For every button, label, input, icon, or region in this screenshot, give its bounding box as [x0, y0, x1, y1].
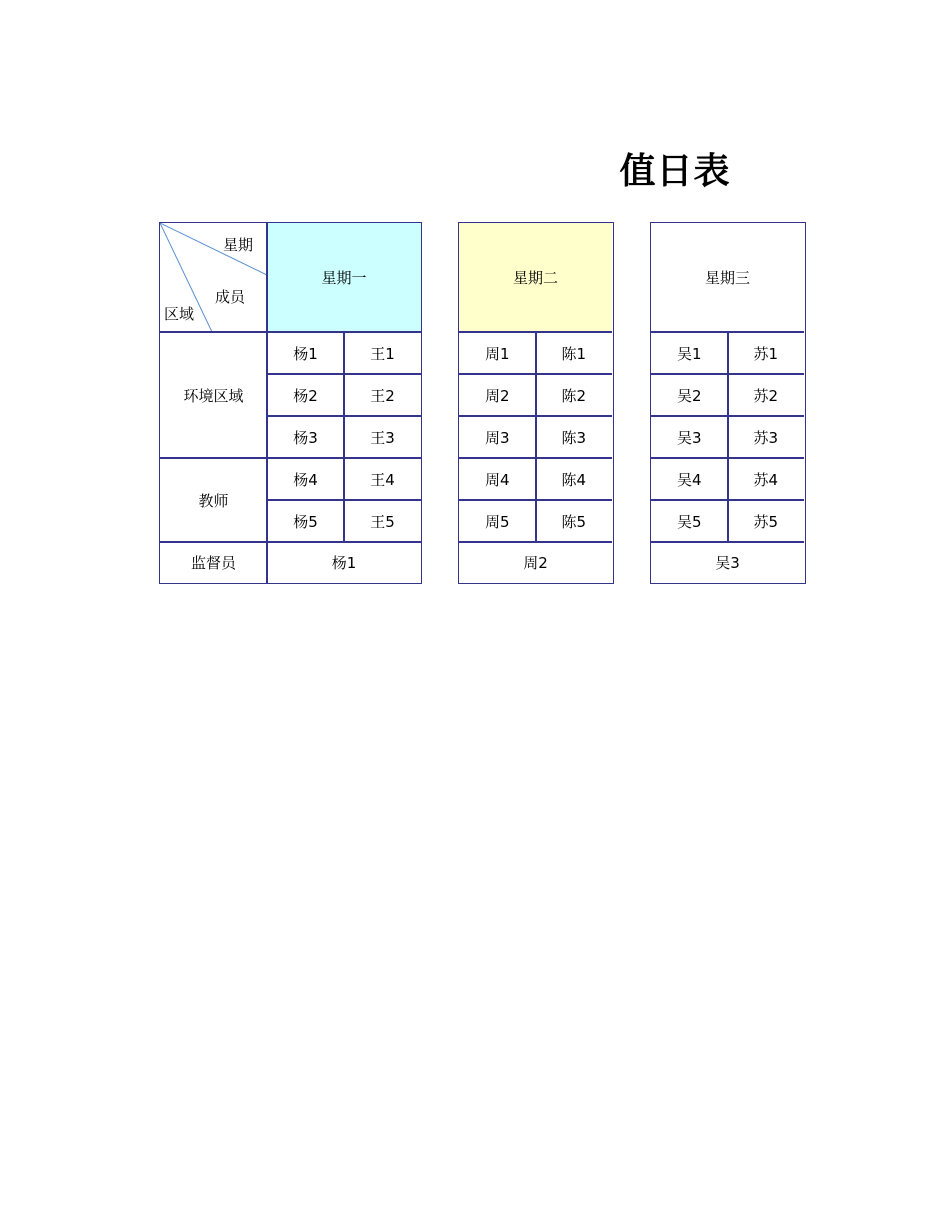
tuesday-member-cell: 周4 [484, 470, 510, 489]
monday-member-cell: 杨1 [293, 344, 318, 363]
duty-table-tuesday [458, 222, 614, 584]
monday-supervisor: 杨1 [331, 554, 357, 572]
duty-table-wednesday [650, 222, 806, 584]
monday-member-cell: 王4 [370, 470, 395, 489]
wednesday-member-cell: 吴2 [676, 386, 702, 405]
tuesday-member-cell: 陈3 [561, 428, 587, 447]
tuesday-header: 星期二 [512, 269, 558, 287]
monday-header: 星期一 [321, 269, 367, 287]
tuesday-member-cell: 陈4 [561, 470, 587, 489]
monday-member-cell: 王5 [370, 512, 395, 531]
wednesday-member-cell: 苏3 [753, 428, 779, 447]
monday-member-cell: 王2 [370, 386, 395, 405]
row-label-environment: 环境区域 [183, 386, 244, 405]
wednesday-header: 星期三 [704, 269, 750, 287]
monday-member-cell: 王1 [370, 344, 395, 363]
duty-table-monday [159, 222, 422, 584]
monday-member-cell: 杨4 [293, 470, 318, 489]
page-title: 值日表 [619, 151, 731, 192]
tuesday-member-cell: 周5 [484, 512, 510, 531]
tuesday-member-cell: 周1 [484, 344, 510, 363]
wednesday-member-cell: 苏2 [753, 386, 779, 405]
wednesday-member-cell: 苏5 [753, 512, 779, 531]
wednesday-member-cell: 苏4 [753, 470, 779, 489]
tuesday-supervisor: 周2 [523, 554, 548, 572]
row-label-supervisor: 监督员 [190, 554, 236, 572]
wednesday-member-cell: 吴4 [676, 470, 702, 489]
monday-member-cell: 杨5 [293, 512, 318, 531]
tuesday-member-cell: 周3 [484, 428, 510, 447]
monday-member-cell: 杨3 [293, 428, 318, 447]
wednesday-member-cell: 苏1 [753, 344, 779, 363]
wednesday-supervisor: 吴3 [715, 554, 740, 572]
row-label-teacher: 教师 [198, 491, 229, 510]
wednesday-member-cell: 吴3 [676, 428, 702, 447]
corner-label-weekday: 星期 [223, 236, 254, 254]
corner-label-members: 成员 [215, 288, 246, 306]
tuesday-member-cell: 陈5 [561, 512, 587, 531]
wednesday-member-cell: 吴5 [676, 512, 702, 531]
wednesday-member-cell: 吴1 [676, 344, 702, 363]
monday-member-cell: 王3 [370, 428, 395, 447]
tuesday-member-cell: 周2 [484, 386, 510, 405]
corner-label-area: 区域 [164, 305, 195, 323]
tuesday-member-cell: 陈1 [561, 344, 587, 363]
tuesday-member-cell: 陈2 [561, 386, 587, 405]
monday-member-cell: 杨2 [293, 386, 318, 405]
